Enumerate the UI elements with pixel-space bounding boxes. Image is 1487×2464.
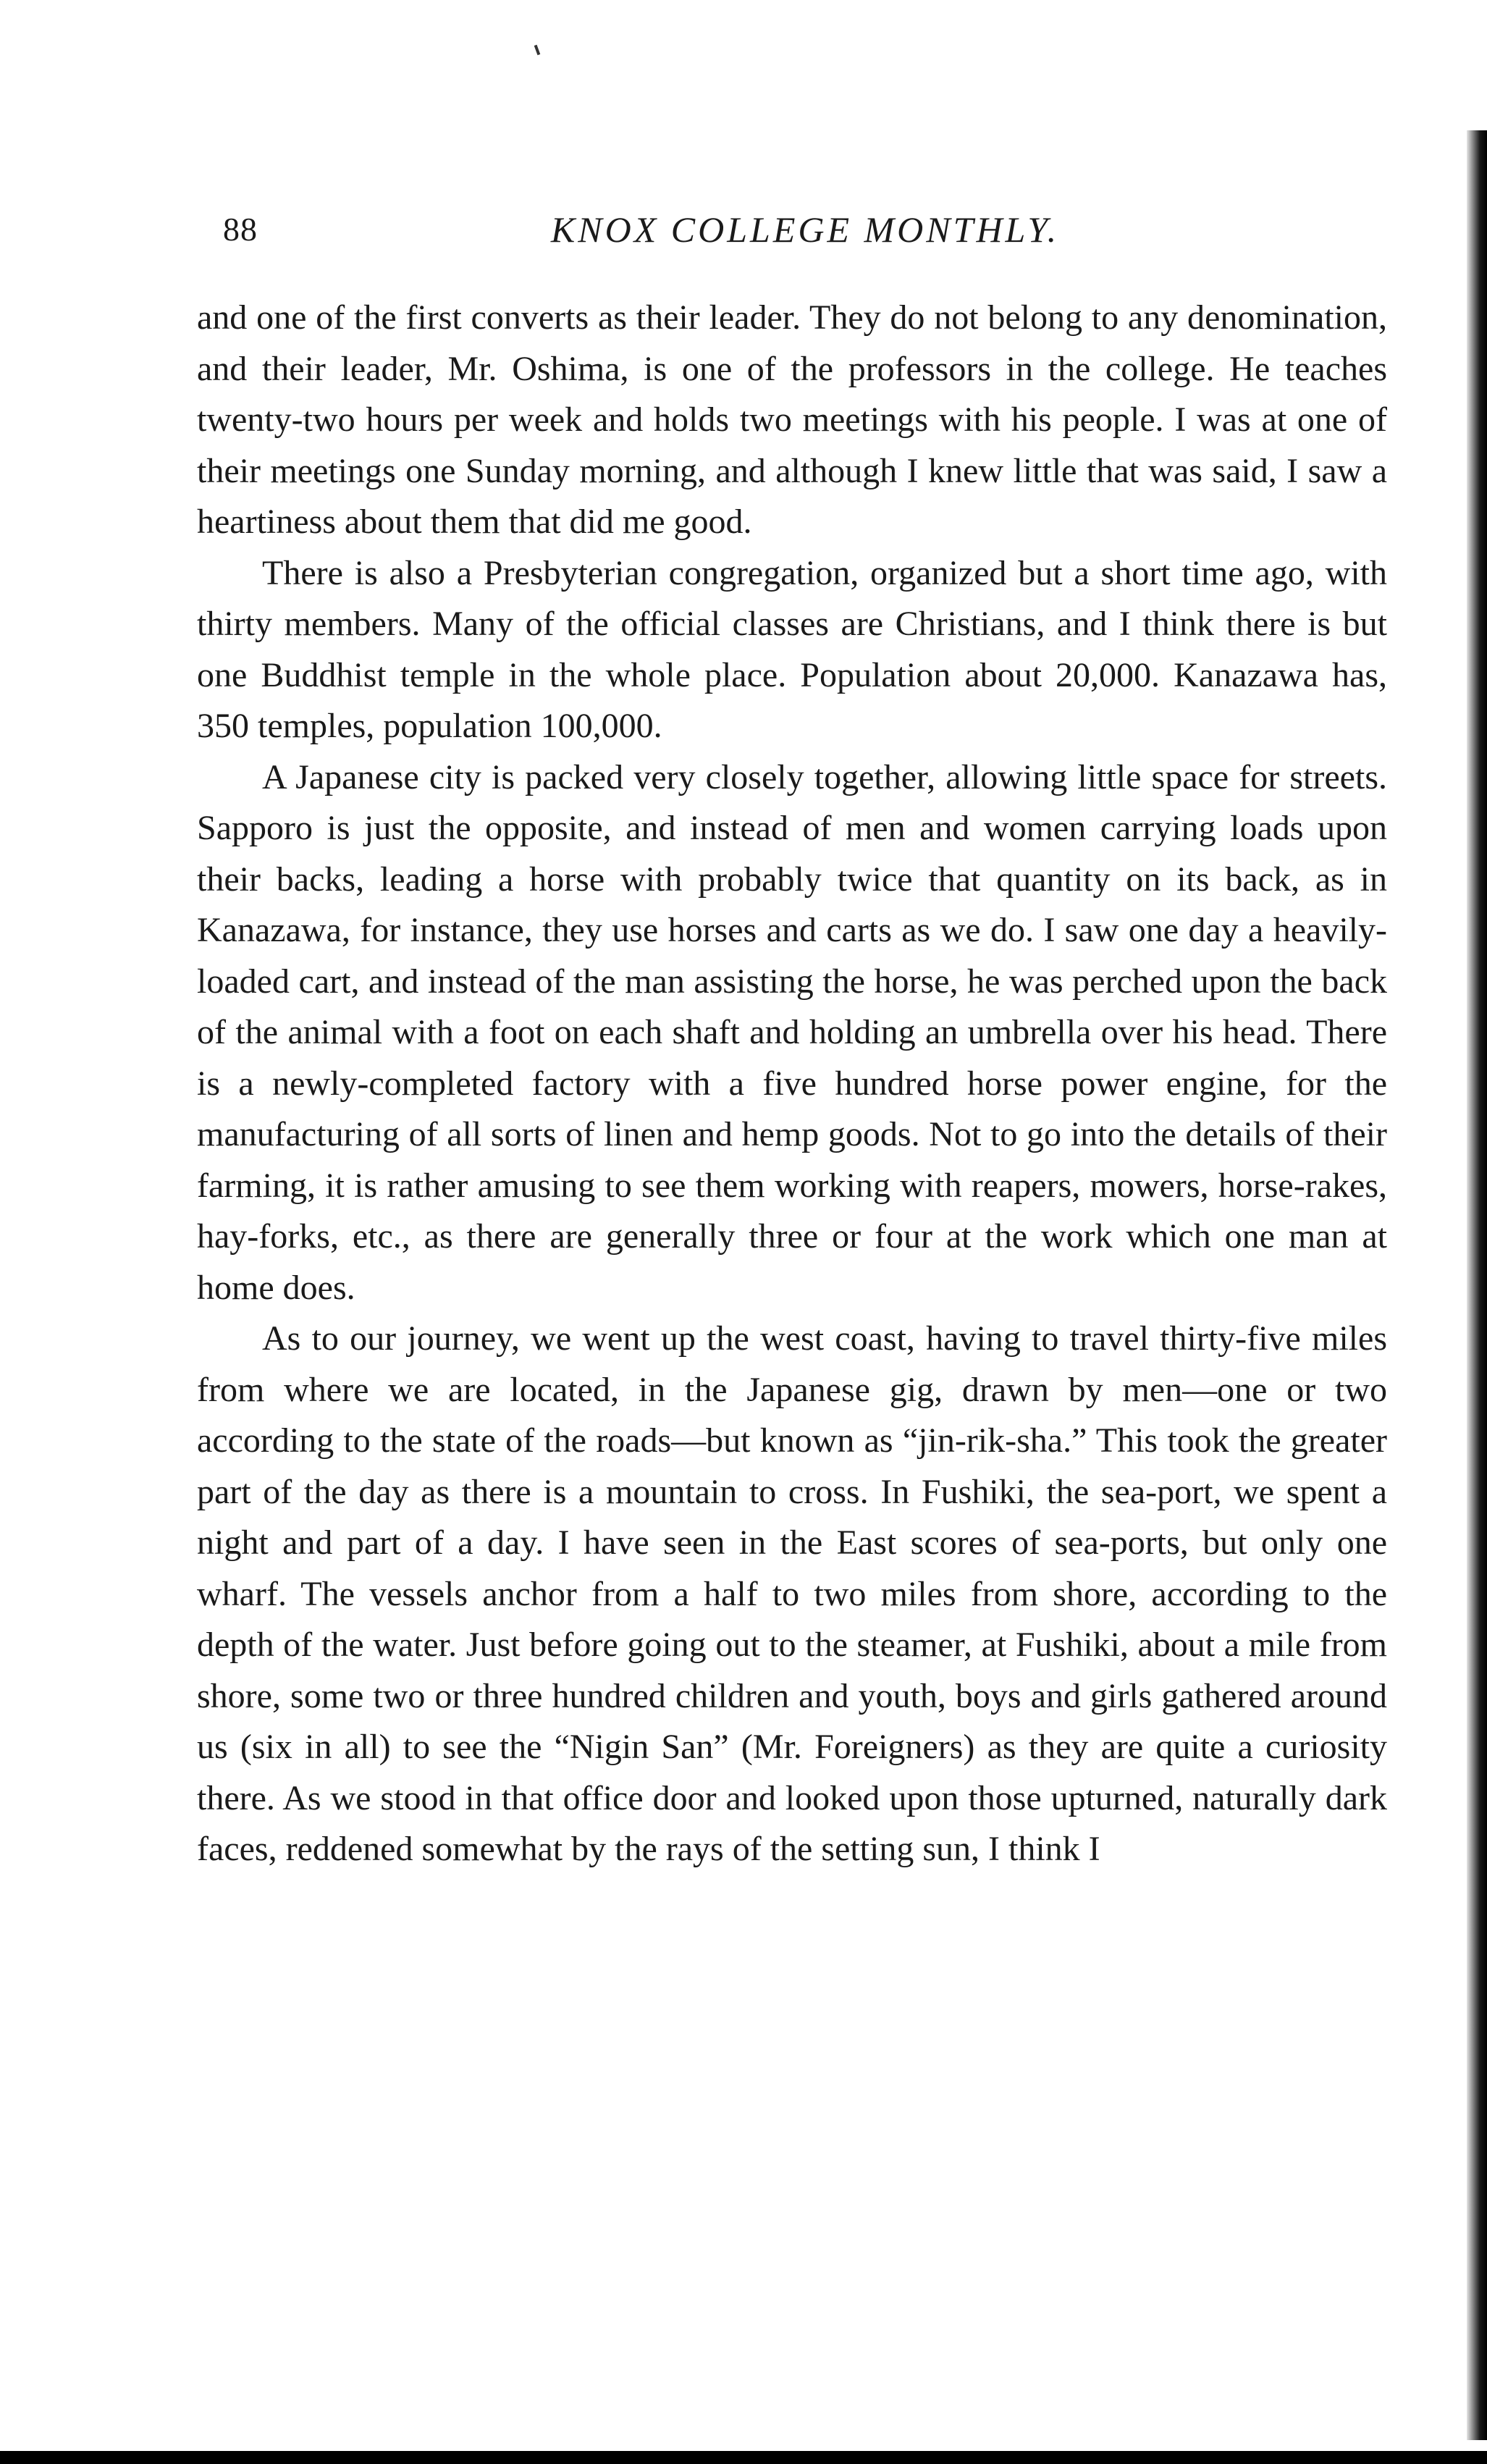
paragraph-japanese-city: A Japanese city is packed very closely together, allowing little space for streets. Sapporo is just the opposite, and instead of men and women carrying loads upon their backs, leading a horse with probably twice that quantity on its back, as in Kanazawa, for instance, they use horses and carts as we do. I saw one day a heavily-loaded cart, and instead of the man assisting the horse, he was perched upon the back of the animal with a foot on each shaft and holding an umbrella over his head. There is a newly-completed factory with a five hundred horse power engine, for the manufacturing of all sorts of linen and hemp goods. Not to go into the details of their farming, it is rather amusing to see them working with reapers, mowers, horse-rakes, hay-forks, etc., as there are generally three or four at the work which one man at home does.: [197, 757, 1387, 1307]
running-title: KNOX COLLEGE MONTHLY.: [550, 209, 1060, 250]
page-number: 88: [223, 211, 258, 248]
paragraph-journey: As to our journey, we went up the west coast, having to travel thirty-five miles from where we are located, in the Japanese gig, drawn by men—one or two according to the state of the roads—but known as “jin-rik-sha.” This took the greater part of the day as there is a mountain to cross. In Fushiki, the sea-port, we spent a night and part of a day. I have seen in the East scores of sea-ports, but only one wharf. The vessels anchor from a half to two miles from shore, according to the depth of the water. Just before going out to the steamer, at Fushiki, about a mile from shore, some two or three hundred children and youth, boys and girls gathered around us (six in all) to see the “Nigin San” (Mr. Foreigners) as they are quite a curiosity there. As we stood in that office door and looked upon those upturned, naturally dark faces, reddened somewhat by the rays of the setting sun, I think I: [197, 1319, 1387, 1868]
scan-speck: [534, 45, 541, 56]
page-header: [223, 204, 1387, 255]
paragraph-continued: and one of the first converts as their leader. They do not belong to any denomination, and their leader, Mr. Oshima, is one of the professors in the college. He teaches twenty-two hours per week and holds two meetings with his people. I was at one of their meetings one Sunday morning, and although I knew little that was said, I saw a heartiness about them that did me good.: [197, 298, 1387, 541]
bottom-scan-border: [0, 2451, 1487, 2464]
paragraph-presbyterian-congregation: There is also a Presbyterian congregation, organized but a short time ago, with thirty members. Many of the official classes are Christians, and I think there is but one Buddhist temple in the whole place. Population about 20,000. Kanazawa has, 350 temples, population 100,000.: [197, 553, 1387, 745]
page-edge-shadow: [1467, 130, 1487, 2440]
article-body: [197, 293, 1387, 1875]
